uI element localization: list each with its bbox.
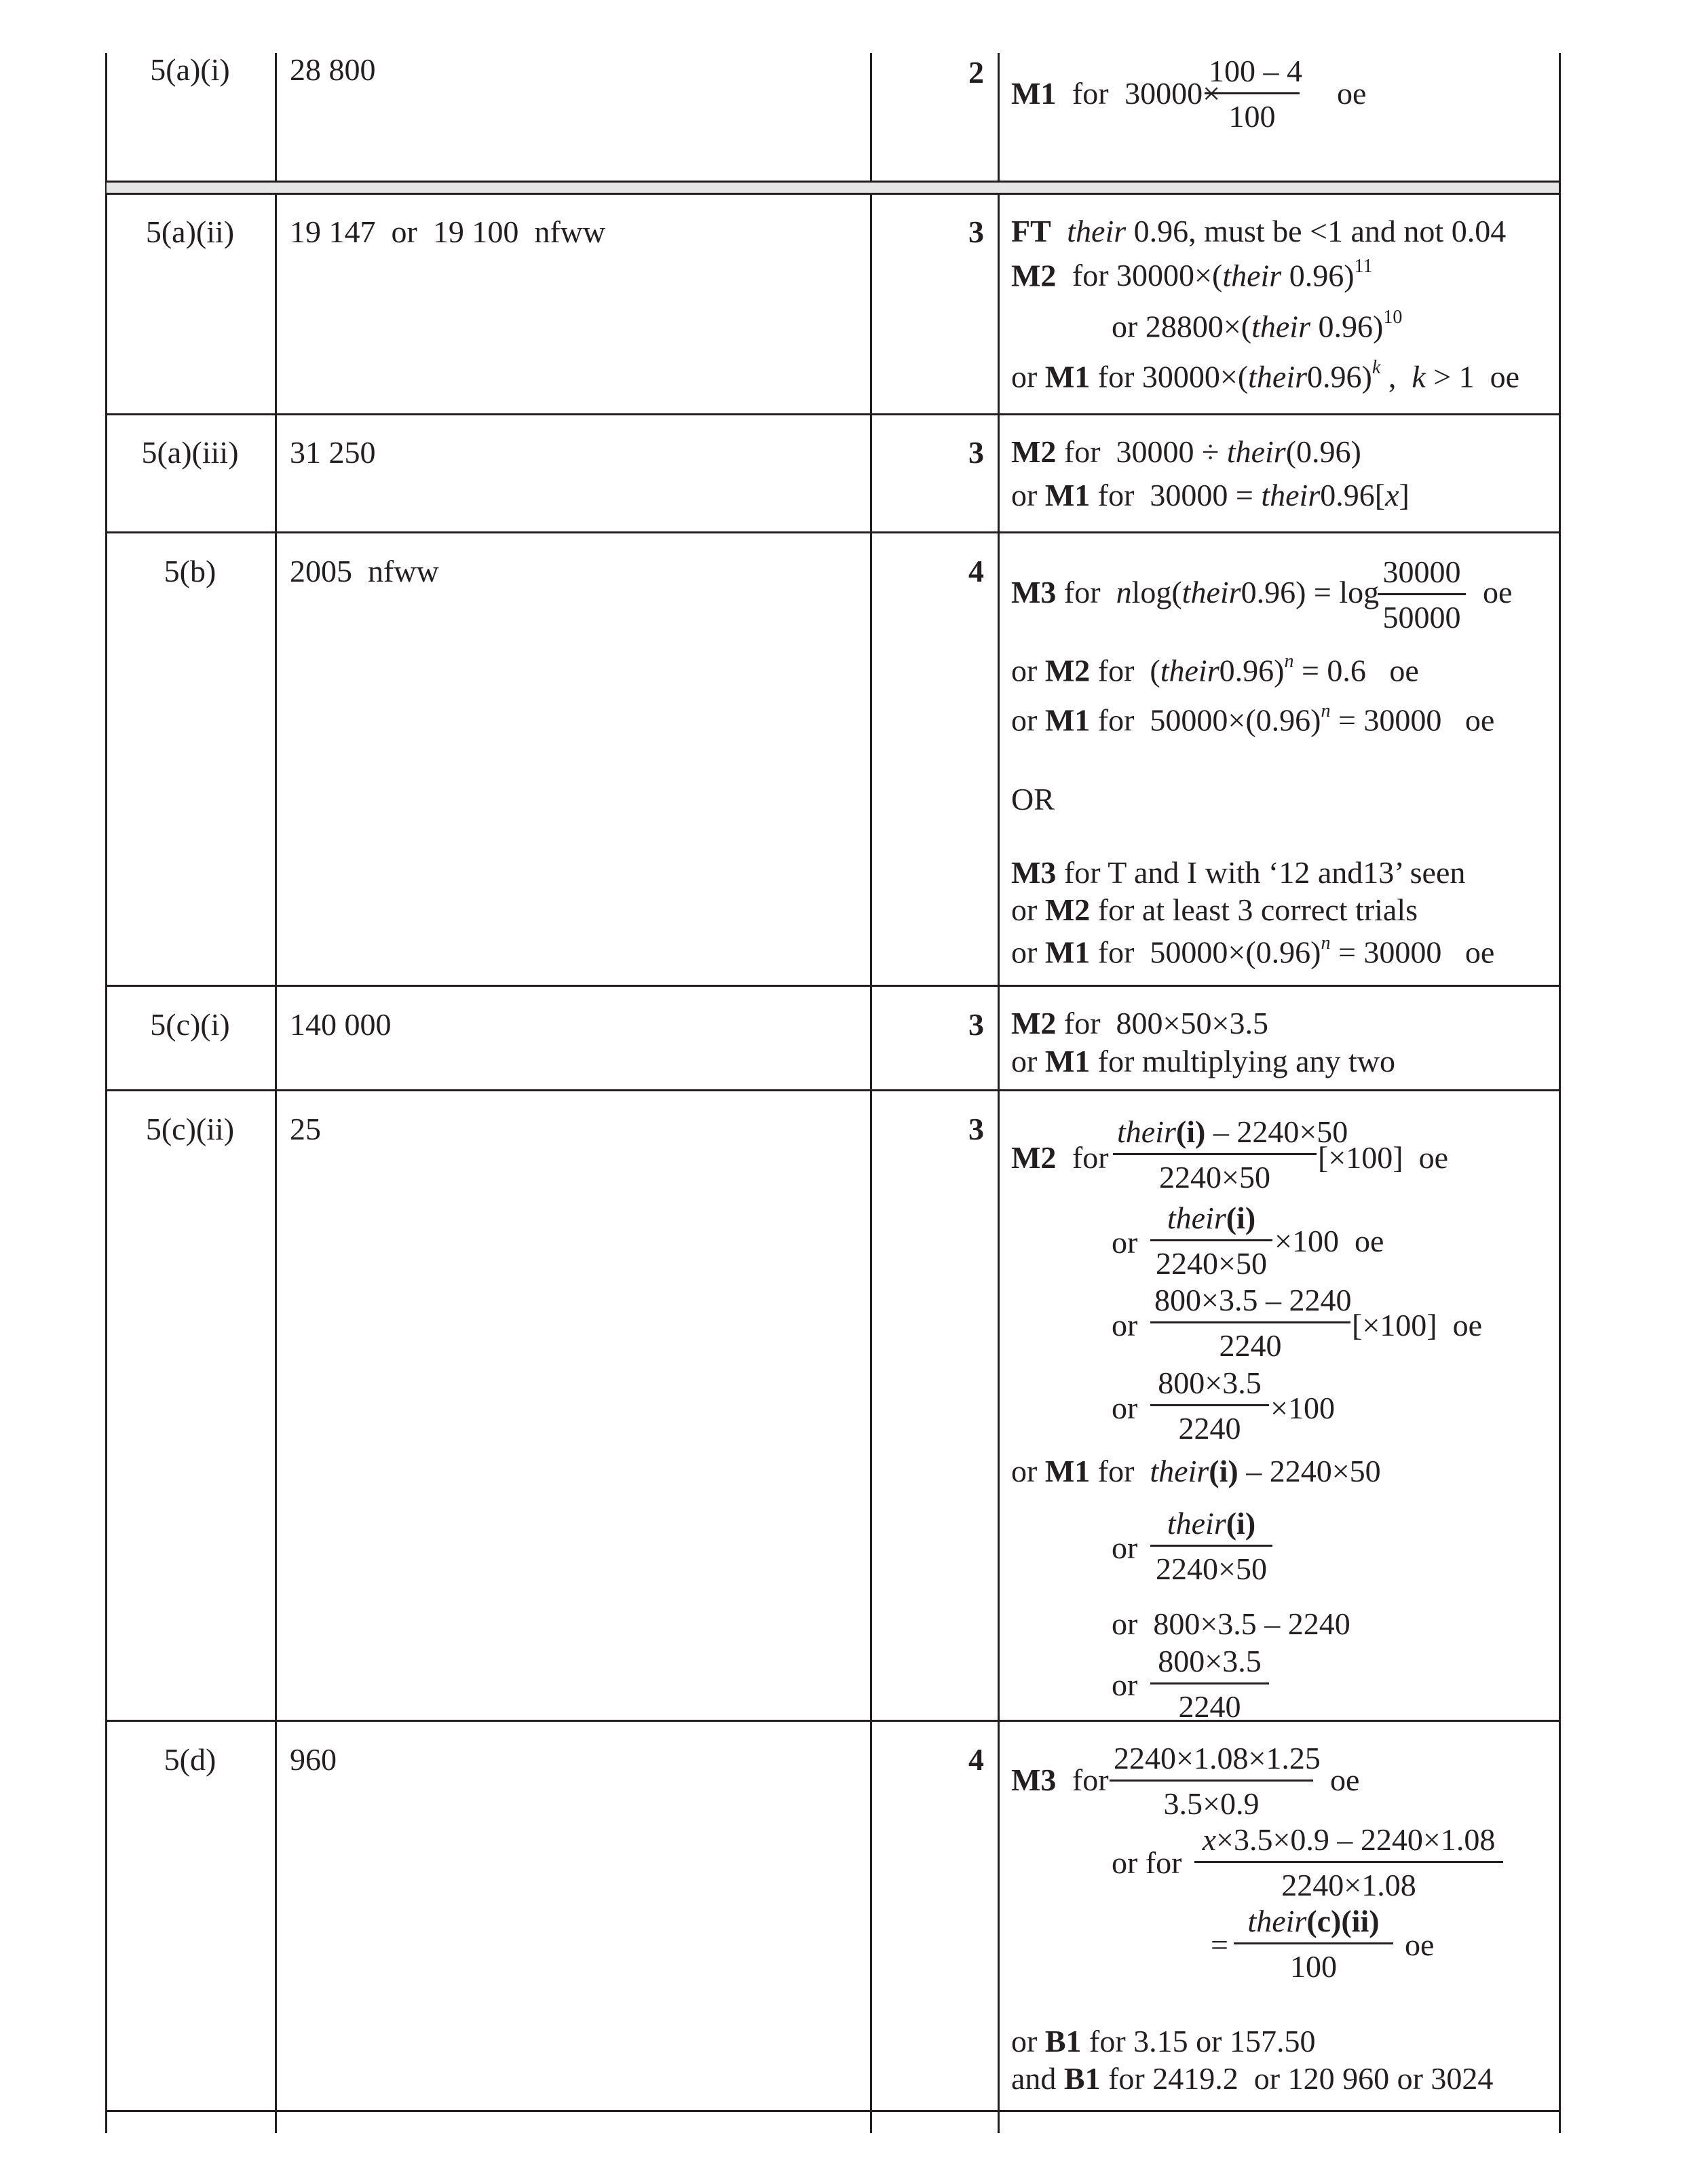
- guidance-text: oe: [1337, 76, 1367, 111]
- fraction-denominator: 50000: [1382, 600, 1461, 635]
- exponent: 11: [1354, 256, 1373, 277]
- guidance-line: [1011, 651, 1419, 688]
- fraction: [1194, 1824, 1503, 1901]
- question-number: 5(c)(i): [150, 1007, 230, 1042]
- mark-code: M3: [1011, 575, 1057, 609]
- mark-code: M2: [1011, 434, 1057, 469]
- guidance-text: or 800×3.5 – 2240: [1112, 1606, 1350, 1641]
- guidance-text: for (: [1090, 653, 1160, 688]
- guidance-text: for 800×50×3.5: [1056, 1006, 1268, 1040]
- guidance-line: [1112, 307, 1403, 344]
- table-border-left: [105, 53, 107, 2133]
- guidance-text: [×100] oe: [1352, 1308, 1482, 1342]
- guidance-text: or: [1011, 1454, 1045, 1488]
- guidance-text: 0.96[: [1320, 478, 1386, 512]
- guidance-text: or: [1112, 1225, 1138, 1260]
- guidance-text: or: [1011, 892, 1045, 927]
- guidance-text: = 0.6 oe: [1293, 653, 1419, 688]
- guidance-line: [1011, 2063, 1493, 2094]
- guidance-text: for 30000×(: [1072, 258, 1223, 293]
- mark-code: M3: [1011, 855, 1057, 890]
- guidance-text: for: [1056, 575, 1116, 609]
- guidance-line: [1011, 436, 1361, 468]
- mark-code: M3: [1011, 1763, 1057, 1797]
- guidance-text: for multiplying any two: [1090, 1044, 1395, 1078]
- guidance-text: log(: [1131, 575, 1182, 609]
- guidance-text: for 50000×(0.96): [1090, 702, 1321, 738]
- fraction-numerator: 30000: [1382, 554, 1461, 589]
- mark-code: M2: [1011, 1140, 1057, 1175]
- guidance-text: their: [1160, 653, 1219, 688]
- fraction: [1113, 1114, 1348, 1194]
- guidance-line: [1011, 357, 1520, 394]
- mark-code: M1: [1044, 1454, 1091, 1488]
- marks: 3: [968, 1112, 984, 1146]
- guidance-text: or: [1112, 1308, 1138, 1342]
- guidance-text: or 28800×(: [1112, 309, 1252, 344]
- fraction: [1150, 1508, 1272, 1585]
- guidance-line: [1011, 892, 1418, 927]
- fraction: [1150, 1646, 1269, 1722]
- answer: 25: [290, 1112, 321, 1146]
- fraction-numerator: 800×3.5: [1158, 1644, 1262, 1678]
- guidance-text: or: [1011, 359, 1045, 394]
- row-divider: [105, 193, 1561, 195]
- guidance-text: 0.96, must be <1 and not 0.04: [1126, 214, 1507, 248]
- marks: 3: [968, 214, 984, 249]
- guidance-text: or: [1112, 1668, 1138, 1702]
- question-number: 5(b): [164, 554, 216, 588]
- row-divider: [105, 531, 1561, 533]
- fraction-numerator: their(i): [1167, 1506, 1256, 1541]
- guidance-text: for: [1072, 76, 1109, 111]
- guidance-text: their: [1248, 359, 1308, 394]
- exponent: n: [1321, 700, 1331, 721]
- question-number: 5(c)(ii): [145, 1112, 235, 1146]
- guidance-line: [1011, 1142, 1109, 1173]
- mark-code: M1: [1044, 702, 1091, 738]
- guidance-text: ×100 oe: [1274, 1224, 1384, 1258]
- guidance-text: or: [1011, 935, 1045, 970]
- guidance-line: [1011, 577, 1379, 608]
- exponent: n: [1284, 651, 1294, 672]
- guidance-line: [1011, 2026, 1315, 2057]
- marks: 4: [968, 554, 984, 588]
- guidance-text: or: [1011, 702, 1045, 738]
- guidance-text: for: [1072, 1763, 1109, 1797]
- mark-code: M2: [1044, 653, 1091, 688]
- guidance-text: ×100: [1270, 1391, 1335, 1425]
- guidance-text: for: [1072, 1140, 1109, 1175]
- question-number: 5(d): [164, 1742, 216, 1777]
- guidance-text: for 50000×(0.96): [1090, 935, 1321, 970]
- guidance-text: [×100] oe: [1318, 1140, 1448, 1175]
- guidance-line: [1011, 700, 1495, 738]
- guidance-text: or: [1011, 1044, 1045, 1078]
- row-divider: [105, 985, 1561, 987]
- mark-code: FT: [1011, 214, 1051, 248]
- guidance-text: ,: [1380, 359, 1412, 394]
- fraction: [1110, 1741, 1321, 1821]
- answer: 28 800: [290, 52, 376, 87]
- fraction-numerator: 2240×1.08×1.25: [1114, 1741, 1321, 1775]
- guidance-text: OR: [1011, 782, 1055, 816]
- fraction: [1150, 1368, 1269, 1444]
- row-separator-band: [107, 182, 1559, 193]
- guidance-text: oe: [1483, 575, 1513, 609]
- fraction: [1234, 1906, 1393, 1982]
- fraction-numerator: x×3.5×0.9 – 2240×1.08: [1202, 1822, 1496, 1857]
- row-divider: [105, 1089, 1561, 1091]
- guidance-text: (0.96): [1285, 434, 1361, 469]
- guidance-line: [1011, 1456, 1381, 1487]
- fraction: [1205, 56, 1300, 132]
- guidance-text: = 30000 oe: [1330, 702, 1495, 738]
- guidance-text: 30000×: [1124, 76, 1221, 111]
- guidance-line: [1011, 480, 1410, 511]
- mark-code: B1: [1063, 2061, 1101, 2096]
- answer: 19 147 or 19 100 nfww: [290, 214, 606, 249]
- exponent: k: [1372, 357, 1381, 378]
- guidance-line: [1011, 1046, 1395, 1077]
- question-number: 5(a)(iii): [141, 435, 239, 470]
- guidance-text: their: [1181, 575, 1241, 609]
- fraction-denominator: 2240×50: [1156, 1551, 1267, 1586]
- guidance-text: or: [1011, 2024, 1045, 2058]
- guidance-text: or: [1011, 653, 1045, 688]
- fraction-numerator: 800×3.5 – 2240: [1154, 1283, 1352, 1317]
- guidance-text: oe: [1330, 1763, 1360, 1797]
- guidance-line: [1011, 933, 1495, 970]
- guidance-text: their: [1222, 258, 1282, 293]
- mark-code: M1: [1044, 359, 1091, 394]
- answer: 2005 nfww: [290, 554, 439, 588]
- guidance-text: oe: [1405, 1927, 1435, 1962]
- guidance-line: [1011, 78, 1220, 109]
- mark-code: M1: [1011, 76, 1057, 111]
- mark-code: M1: [1044, 935, 1091, 970]
- guidance-text: 0.96): [1281, 258, 1355, 293]
- row-divider: [105, 1720, 1561, 1722]
- guidance-line: [1011, 857, 1465, 888]
- fraction: [1150, 1285, 1350, 1361]
- guidance-text: n: [1116, 575, 1132, 609]
- fraction-denominator: 2240: [1178, 1411, 1241, 1446]
- fraction-numerator: 100 – 4: [1209, 54, 1302, 88]
- question-number: 5(a)(i): [150, 52, 230, 87]
- mark-code: M2: [1011, 258, 1057, 293]
- mark-code: M2: [1011, 1006, 1057, 1040]
- mark-code: M1: [1044, 1044, 1091, 1078]
- answer: 31 250: [290, 435, 376, 470]
- guidance-text: – 2240×50: [1238, 1454, 1381, 1488]
- fraction-denominator: 2240×1.08: [1281, 1868, 1416, 1902]
- guidance-text: or: [1112, 1391, 1138, 1425]
- guidance-text: for 3.15 or 157.50: [1081, 2024, 1316, 2058]
- guidance-text: 0.96) = log: [1241, 575, 1380, 609]
- guidance-text: their: [1226, 434, 1286, 469]
- fraction-denominator: 2240×50: [1159, 1160, 1270, 1194]
- mark-code: M1: [1044, 478, 1091, 512]
- guidance-text: their: [1251, 309, 1310, 344]
- column-divider-guidance: [998, 53, 1000, 2133]
- guidance-text: = 30000 oe: [1330, 935, 1495, 970]
- row-divider: [105, 413, 1561, 415]
- guidance-text: x: [1385, 478, 1399, 512]
- marks: 3: [968, 435, 984, 470]
- fraction-denominator: 2240×50: [1156, 1246, 1267, 1281]
- column-divider-marks: [870, 53, 872, 2133]
- guidance-text: ]: [1399, 478, 1410, 512]
- marks: 3: [968, 1007, 984, 1042]
- mark-code: B1: [1044, 2024, 1082, 2058]
- guidance-text: (i): [1209, 1454, 1238, 1488]
- guidance-text: =: [1211, 1927, 1228, 1962]
- exponent: n: [1321, 933, 1331, 954]
- fraction-numerator: their(i) – 2240×50: [1117, 1114, 1348, 1149]
- marks: 4: [968, 1742, 984, 1777]
- fraction-denominator: 100: [1290, 1949, 1337, 1984]
- guidance-text: or: [1011, 478, 1045, 512]
- guidance-text: for 2419.2 or 120 960 or 3024: [1100, 2061, 1494, 2096]
- guidance-text: and: [1011, 2061, 1064, 2096]
- guidance-text: or for: [1112, 1845, 1182, 1880]
- guidance-text: k: [1412, 359, 1426, 394]
- guidance-text: their: [1261, 478, 1321, 512]
- answer: 140 000: [290, 1007, 392, 1042]
- fraction-denominator: 3.5×0.9: [1163, 1786, 1260, 1821]
- guidance-line: [1011, 1765, 1109, 1796]
- fraction-numerator: 800×3.5: [1158, 1366, 1262, 1400]
- guidance-text: > 1 oe: [1425, 359, 1520, 394]
- fraction-numerator: their(c)(ii): [1247, 1904, 1380, 1938]
- guidance-text: or: [1112, 1530, 1138, 1565]
- guidance-text: for T and I with ‘12 and13’ seen: [1056, 855, 1466, 890]
- guidance-line: [1011, 216, 1506, 247]
- fraction-numerator: their(i): [1167, 1201, 1256, 1235]
- guidance-text: their: [1150, 1454, 1209, 1488]
- fraction: [1378, 554, 1466, 635]
- question-number: 5(a)(ii): [145, 214, 235, 249]
- column-divider-answer: [275, 53, 277, 2133]
- fraction-denominator: 2240: [1219, 1328, 1282, 1363]
- guidance-line: [1011, 256, 1373, 293]
- guidance-text: for: [1090, 1454, 1150, 1488]
- guidance-text: for 30000 ÷: [1056, 434, 1227, 469]
- marks: 2: [968, 55, 984, 90]
- guidance-text: for at least 3 correct trials: [1090, 892, 1418, 927]
- mark-code: M2: [1044, 892, 1091, 927]
- table-border-bottom: [105, 2110, 1561, 2112]
- guidance-text: for 30000×(: [1090, 359, 1249, 394]
- fraction-denominator: 2240: [1178, 1689, 1241, 1724]
- guidance-text: for 30000 =: [1090, 478, 1262, 512]
- answer: 960: [290, 1742, 337, 1777]
- guidance-text: their: [1067, 214, 1127, 248]
- table-border-right: [1559, 53, 1561, 2133]
- guidance-text: 0.96): [1307, 359, 1372, 394]
- guidance-line: [1011, 1008, 1268, 1039]
- row-divider: [105, 181, 1561, 183]
- guidance-text: 0.96): [1310, 309, 1384, 344]
- exponent: 10: [1383, 307, 1403, 328]
- fraction: [1150, 1203, 1272, 1279]
- fraction-denominator: 100: [1228, 99, 1276, 134]
- guidance-text: 0.96): [1219, 653, 1285, 688]
